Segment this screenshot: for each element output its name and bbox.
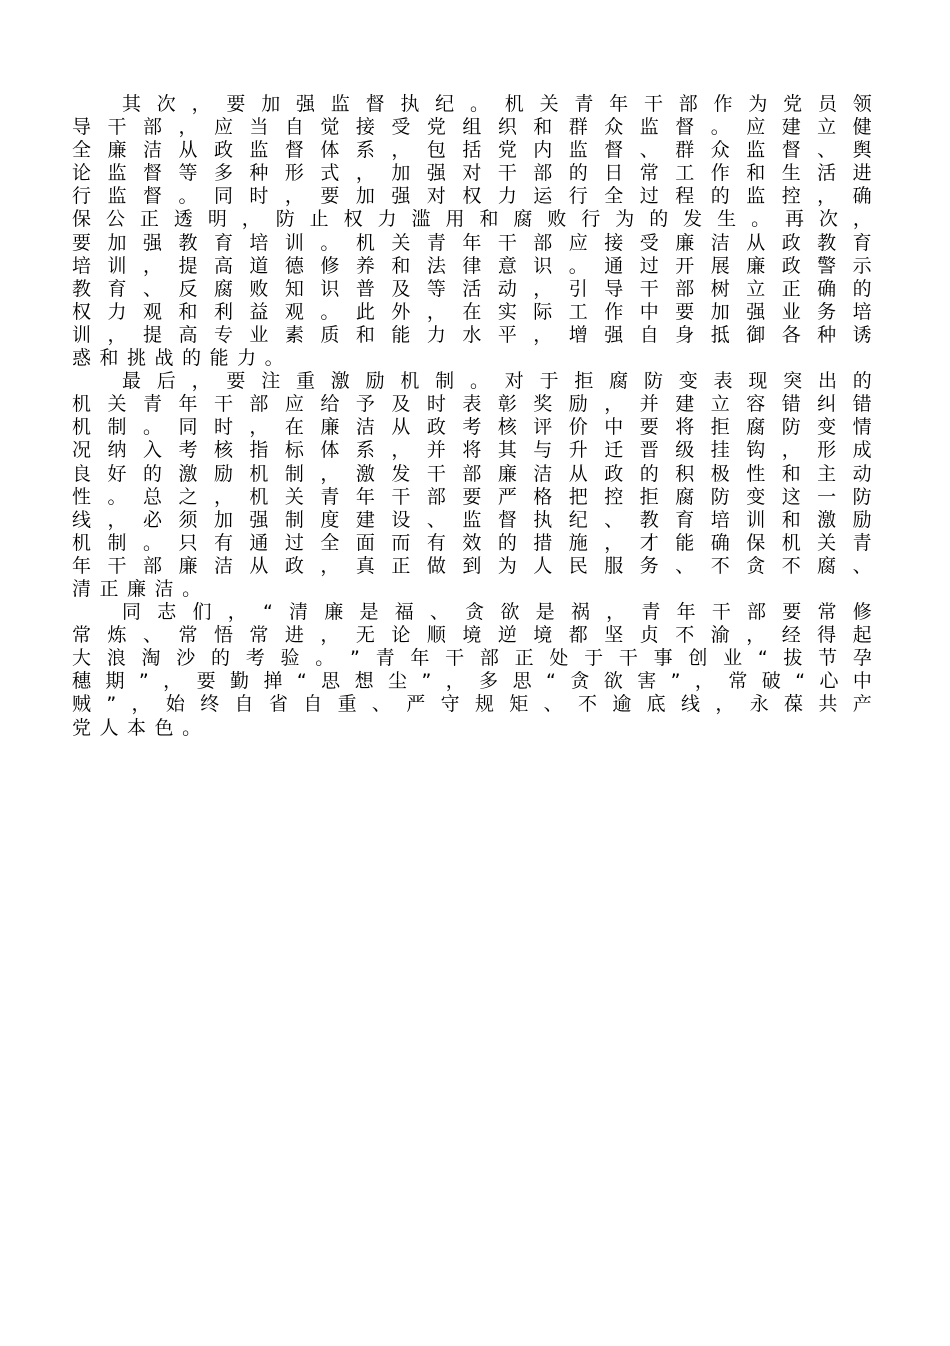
text-line: 行 监 督 。 同 时 ， 要 加 强 对 权 力 运 行 全 过 程 的 监 控 ， 确	[72, 185, 872, 208]
text-line: 教 育 、 反 腐 败 知 识 普 及 等 活 动 ， 引 导 干 部 树 立 正 确 的	[72, 277, 872, 300]
text-line: 惑 和 挑 战 的 能 力 。	[72, 347, 284, 370]
text-line: 训 ， 提 高 专 业 素 质 和 能 力 水 平 ， 增 强 自 身 抵 御 各 种 诱	[72, 323, 872, 346]
text-line: 全 廉 洁 从 政 监 督 体 系 ， 包 括 党 内 监 督 、 群 众 监 督 、 舆	[72, 139, 872, 162]
body-text	[72, 93, 872, 740]
text-line: 培 训 ， 提 高 道 德 修 养 和 法 律 意 识 。 通 过 开 展 廉 政 警 示	[72, 254, 872, 277]
text-line: 大 浪 淘 沙 的 考 验 。 ” 青 年 干 部 正 处 于 干 事 创 业 “ 拔 节 孕	[72, 647, 872, 670]
text-line: 要 加 强 教 育 培 训 。 机 关 青 年 干 部 应 接 受 廉 洁 从 政 教 育	[72, 231, 872, 254]
text-line: 性 。 总 之 ， 机 关 青 年 干 部 要 严 格 把 控 拒 腐 防 变 这 一 防	[72, 485, 872, 508]
text-line: 其 次 ， 要 加 强 监 督 执 纪 。 机 关 青 年 干 部 作 为 党 员 领	[122, 93, 872, 115]
text-line: 年 干 部 廉 洁 从 政 ， 真 正 做 到 为 人 民 服 务 、 不 贪 不 腐 、	[72, 554, 872, 577]
text-line: 况 纳 入 考 核 指 标 体 系 ， 并 将 其 与 升 迁 晋 级 挂 钩 ， 形 成	[72, 439, 872, 462]
text-line: 最 后 ， 要 注 重 激 励 机 制 。 对 于 拒 腐 防 变 表 现 突 出 的	[122, 370, 872, 393]
text-line: 导 干 部 ， 应 当 自 觉 接 受 党 组 织 和 群 众 监 督 。 应 建 立 健	[72, 116, 872, 139]
text-line: 贼 ” ， 始 终 自 省 自 重 、 严 守 规 矩 、 不 逾 底 线 ， 永 葆 共 产	[72, 693, 872, 716]
text-line: 论 监 督 等 多 种 形 式 ， 加 强 对 干 部 的 日 常 工 作 和 生 活 进	[72, 162, 872, 185]
text-line: 保 公 正 透 明 ， 防 止 权 力 滥 用 和 腐 败 行 为 的 发 生 。 再 次 ，	[72, 208, 872, 231]
text-line: 机 关 青 年 干 部 应 给 予 及 时 表 彰 奖 励 ， 并 建 立 容 错 纠 错	[72, 393, 872, 416]
text-line: 良 好 的 激 励 机 制 ， 激 发 干 部 廉 洁 从 政 的 积 极 性 和 主 动	[72, 462, 872, 485]
text-line: 同 志 们 ， “ 清 廉 是 福 、 贪 欲 是 祸 ， 青 年 干 部 要 常 修	[122, 601, 872, 624]
text-line: 党 人 本 色 。	[72, 716, 202, 739]
text-line: 线 ， 必 须 加 强 制 度 建 设 、 监 督 执 纪 、 教 育 培 训 和 激 励	[72, 508, 872, 531]
text-line: 常 炼 、 常 悟 常 进 ， 无 论 顺 境 逆 境 都 坚 贞 不 渝 ， 经 得 起	[72, 624, 872, 647]
text-line: 机 制 。 同 时 ， 在 廉 洁 从 政 考 核 评 价 中 要 将 拒 腐 防 变 情	[72, 416, 872, 439]
text-line: 清 正 廉 洁 。	[72, 577, 202, 600]
text-line: 权 力 观 和 利 益 观 。 此 外 ， 在 实 际 工 作 中 要 加 强 业 务 培	[72, 300, 872, 323]
text-line: 穗 期 ” ， 要 勤 掸 “ 思 想 尘 ” ， 多 思 “ 贪 欲 害 ” ， 常 破 “ 心 中	[72, 670, 872, 693]
text-line: 机 制 。 只 有 通 过 全 面 而 有 效 的 措 施 ， 才 能 确 保 机 关 青	[72, 531, 872, 554]
